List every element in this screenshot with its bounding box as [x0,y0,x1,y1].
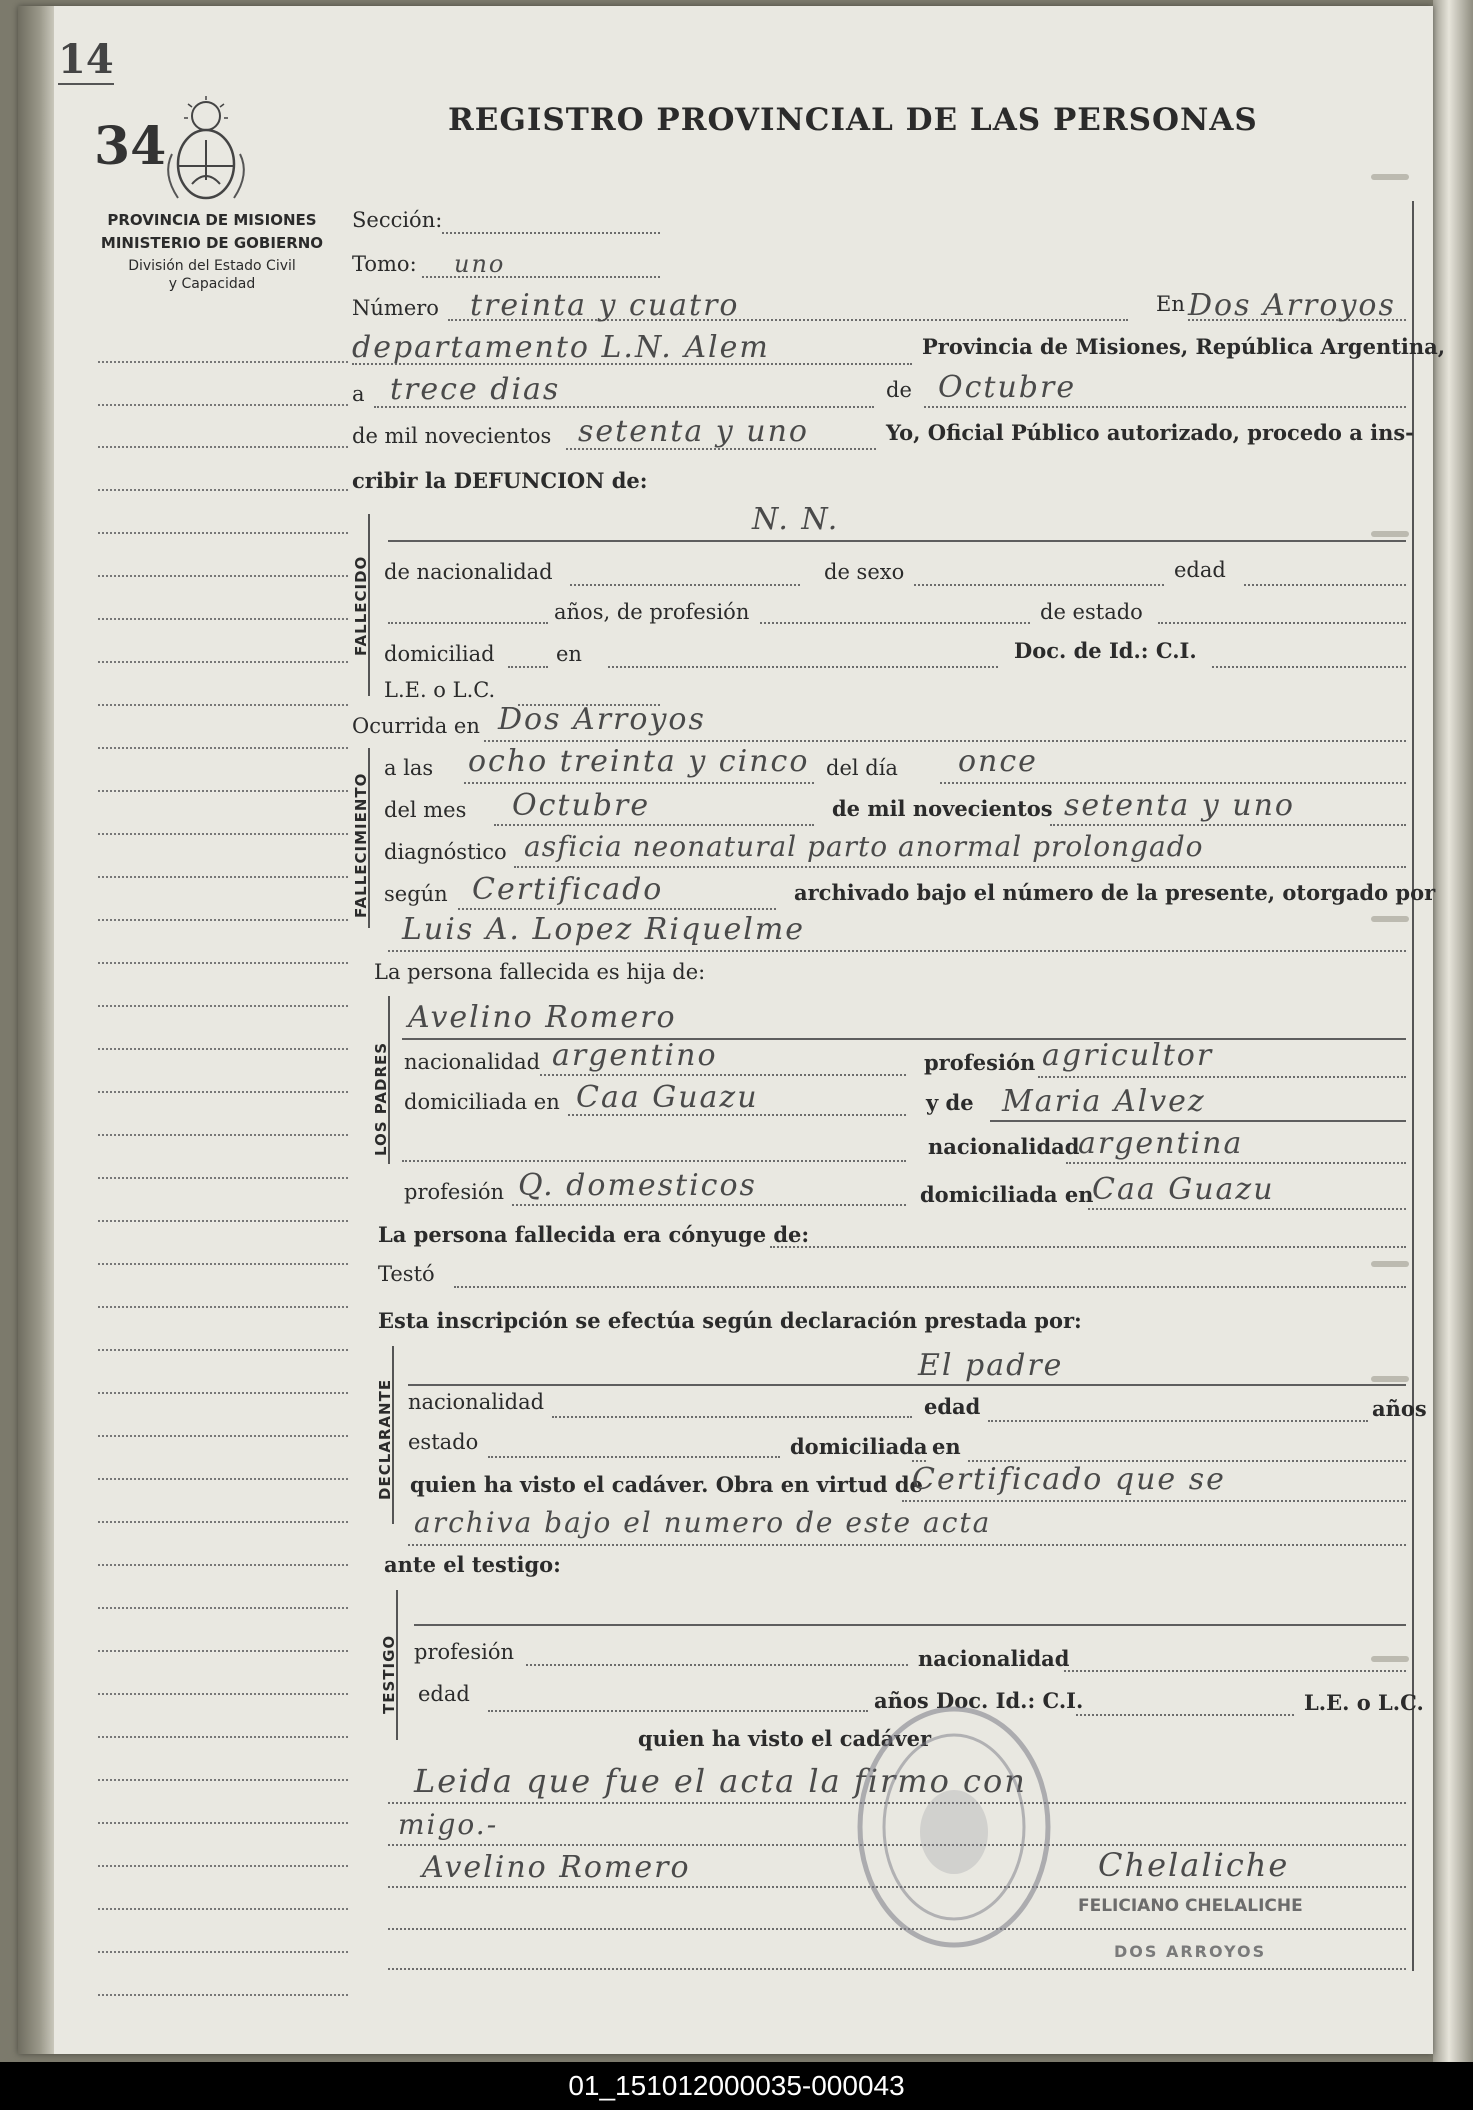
testigo-intro-label: ante el testigo: [384,1552,561,1577]
mes-line [924,406,1406,408]
fallecido-en-label: en [556,642,582,666]
madre-value: Maria Alvez [1002,1084,1206,1119]
padres-section-label: LOS PADRES [372,1041,390,1156]
declarante-name-line [408,1384,1406,1386]
diagnostico-label: diagnóstico [384,840,507,864]
coat-of-arms-icon [158,94,254,206]
conyuge-label: La persona fallecida era cónyuge de: [378,1222,810,1247]
dia-label: del día [826,756,898,780]
padre-domiciliada-label: domiciliada en [404,1090,560,1114]
office-block [62,211,362,292]
madre-profesion-label: profesión [404,1180,504,1204]
fallecido-anios-line [388,622,548,624]
madre-name-line [990,1120,1406,1122]
fallecido-estado-line [1158,622,1406,624]
padre-profesion-label: profesión [924,1050,1036,1075]
declarante-en-label: en [932,1434,961,1459]
declarante-visto-line [902,1500,1406,1502]
declarante-nacionalidad-line [552,1416,912,1418]
hora-label: a las [384,756,434,780]
madre-domicilio-value: Caa Guazu [1092,1172,1275,1207]
leida-value: Leida que fue el acta la firmo con [414,1762,1027,1800]
declarante-visto-line2 [408,1544,1406,1546]
segun-line [458,908,776,910]
testigo-visto-label: quien ha visto el cadáver [638,1726,932,1751]
madre-nacionalidad-label: nacionalidad [928,1134,1080,1159]
fallecido-domiciliado-line [508,666,548,668]
archivado-label: archivado bajo el número de la presente, otorgado por [794,880,1436,905]
register-page [18,6,1446,2054]
testigo-edad-line [488,1710,868,1712]
ocurrida-line [484,740,1406,742]
official-seal-icon [854,1702,1054,1952]
oficial-label: Yo, Oficial Público autorizado, procedo a ins- [886,420,1414,445]
anio-value: setenta y uno [1064,788,1295,823]
ocurrida-label: Ocurrida en [352,714,480,738]
dia-value: trece dias [390,372,561,407]
office-line4: y Capacidad [168,276,256,292]
padre-profesion-line [1038,1076,1406,1078]
provincia-label: Provincia de Misiones, República Argentina, [922,334,1446,359]
testigo-le-label: L.E. o L.C. [1304,1690,1424,1715]
declarante-visto-label: quien ha visto el cadáver. Obra en virtud de [410,1472,923,1497]
declarante-visto-value2: archiva bajo el numero de este acta [414,1506,992,1539]
fallecido-section-label: FALLECIDO [352,555,370,656]
declarante-visto-value: Certificado que se [912,1462,1226,1497]
declarante-estado-label: estado [408,1430,479,1454]
fallecido-edad-line [1244,584,1406,586]
fallecido-sexo-label: de sexo [824,560,905,584]
madre-domiciliada-label: domiciliada en [920,1182,1094,1207]
declarante-domiciliada-label: domiciliada [790,1434,928,1459]
mes-value: Octubre [512,788,651,823]
image-caption-bar [0,2062,1473,2110]
office-line3: División del Estado Civil [128,258,296,274]
madre-profesion-value: Q. domesticos [518,1168,757,1203]
segun-value: Certificado [472,872,664,907]
padre-value: Avelino Romero [408,1000,677,1035]
anio-label: de mil novecientos [352,424,552,448]
fallecido-nacionalidad-label: de nacionalidad [384,560,553,584]
fallecido-domiciliado-label: domiciliad [384,642,495,666]
padre-nacionalidad-label: nacionalidad [404,1050,541,1074]
fallecido-edad-label: edad [1174,558,1226,582]
fallecido-profesion-line [760,622,1030,624]
fallecido-estado-label: de estado [1040,600,1143,624]
dia-line [940,782,1406,784]
seccion-line [442,232,660,234]
anio-value: setenta y uno [578,414,809,449]
closing-line5 [388,1968,1406,1970]
padre-domicilio-value: Caa Guazu [576,1080,759,1115]
testo-line [454,1286,1406,1288]
fallecido-doc-label: Doc. de Id.: C.I. [1014,638,1197,663]
en-value: Dos Arroyos [1188,288,1396,323]
book-edge [1433,0,1473,2062]
declarante-edad-line [988,1420,1368,1422]
folio-number: 34 [94,116,167,177]
tomo-value: uno [454,250,506,278]
mes-value: Octubre [938,370,1077,405]
medico-line [388,950,1406,952]
departamento-value: departamento L.N. Alem [352,330,770,365]
officer-stamp-name: FELICIANO CHELALICHE [1078,1896,1303,1916]
fallecido-anios-label: años, de profesión [554,600,750,624]
segun-label: según [384,882,448,906]
testigo-nacionalidad-line [1064,1670,1406,1672]
testigo-profesion-label: profesión [414,1640,514,1664]
seccion-label: Sección: [352,208,443,232]
declarante-anios-label: años [1372,1396,1427,1421]
leida-value2: migo.- [398,1808,499,1841]
corner-number: 14 [58,36,114,83]
madre-nacionalidad-value: argentina [1078,1126,1244,1161]
declarante-section-label: DECLARANTE [376,1378,394,1500]
numero-label: Número [352,296,439,320]
fallecido-name-line [388,540,1406,542]
declarante-estado-line [488,1456,780,1458]
inscribir-label: cribir la DEFUNCION de: [352,468,648,493]
fallecido-sexo-line [914,584,1164,586]
officer-stamp-place: DOS ARROYOS [1114,1942,1267,1961]
testigo-anios-label: años Doc. Id.: C.I. [874,1688,1084,1713]
hora-value: ocho treinta y cinco [468,744,810,779]
testigo-section-label: TESTIGO [380,1634,398,1714]
declarante-nacionalidad-label: nacionalidad [408,1390,545,1414]
register-title: REGISTRO PROVINCIAL DE LAS PERSONAS [448,102,1258,138]
declarant-signature: Avelino Romero [422,1850,691,1885]
image-id: 01_151012000035-000043 [568,2070,905,2101]
numero-value: treinta y cuatro [470,288,740,323]
testigo-profesion-line [526,1664,908,1666]
padres-extra-line [402,1160,906,1162]
testigo-edad-label: edad [418,1682,470,1706]
medico-value: Luis A. Lopez Riquelme [402,912,806,947]
conyuge-line [770,1246,1406,1248]
tomo-label: Tomo: [352,252,417,276]
en-label: En [1156,292,1185,316]
anio-line [1050,824,1406,826]
office-line2: MINISTERIO DE GOBIERNO [100,234,324,252]
dia-value: once [958,744,1038,779]
testo-label: Testó [378,1262,435,1286]
binding-gutter [18,6,54,2054]
diagnostico-line [514,866,1406,868]
de-label: de [886,378,912,402]
padre-profesion-value: agricultor [1042,1038,1214,1073]
declarante-edad-label: edad [924,1394,981,1419]
mes-label: del mes [384,798,467,822]
madre-nacionalidad-line [1066,1162,1406,1164]
fallecido-nacionalidad-line [570,584,800,586]
officer-signature: Chelaliche [1098,1846,1290,1884]
ocurrida-value: Dos Arroyos [498,702,706,737]
anio-label: de mil novecientos [832,796,1053,821]
a-label: a [352,382,365,406]
testigo-doc-line [1076,1714,1294,1716]
fallecido-doc-line [1212,666,1406,668]
padre-nacionalidad-line [540,1074,906,1076]
declarante-name-value: El padre [918,1348,1064,1383]
testigo-name-line [414,1624,1406,1626]
fallecido-en-line [608,666,998,668]
madre-profesion-line [512,1204,906,1206]
fallecido-le-label: L.E. o L.C. [384,678,496,702]
hija-label: La persona fallecida es hija de: [374,960,706,984]
mes-line [494,824,814,826]
madre-domicilio-line [1088,1208,1406,1210]
declaracion-label: Esta inscripción se efectúa según declaración prestada por: [378,1308,1082,1333]
fallecimiento-section-label: FALLECIMIENTO [352,772,370,918]
diagnostico-value: asficia neonatural parto anormal prolongado [524,830,1204,863]
testigo-nacionalidad-label: nacionalidad [918,1646,1070,1671]
yde-label: y de [926,1090,974,1115]
padre-nacionalidad-value: argentino [552,1038,718,1073]
hora-line [464,782,814,784]
fallecido-name-value: N. N. [752,502,840,537]
office-line1: PROVINCIA DE MISIONES [107,211,317,229]
